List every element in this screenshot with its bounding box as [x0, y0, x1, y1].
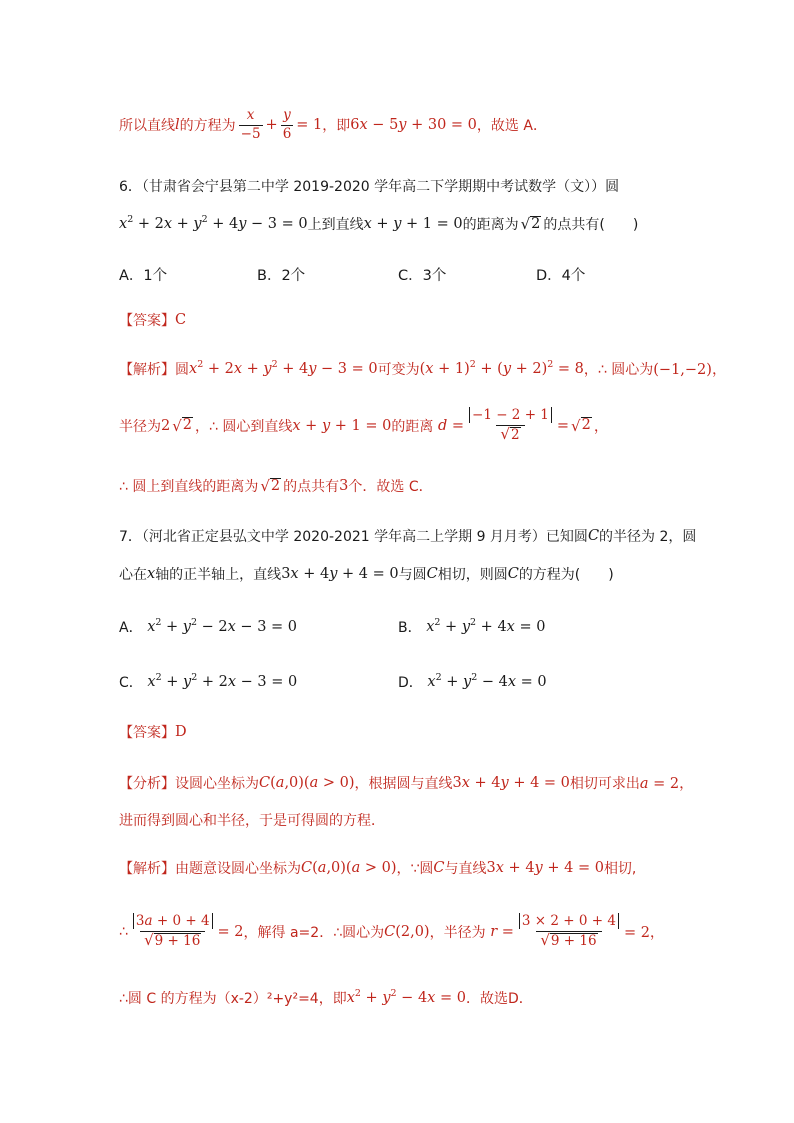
fraction-y-over-6: $\frac{y}{6}$ — [282, 107, 292, 142]
q7-stem-line-2: 心在 x 轴的正半轴上，直线 3x + 4y + 4 = 0 与圆 C 相切，则圆 C 的方程为( ) — [119, 566, 614, 583]
q6-analysis-line-3: ∴ 圆上到直线的距离为 √ 2 的点共有 3 个．故选 C． — [119, 477, 433, 496]
q6-option-d[interactable]: D．4个 — [536, 268, 586, 284]
fraction-x-over-neg5: $\frac{x}{-5}$ — [240, 107, 261, 142]
q6-answer-line — [119, 310, 186, 330]
distance-fraction-1: 3a + 0 + 4 √ 9 + 16 — [131, 914, 215, 950]
q6-stem-line-1: 6．（甘肃省会宁县第二中学 2019-2020 学年高二下学期期中考试数学（文））圆 — [119, 179, 620, 195]
q7-option-b[interactable]: B． $x^2 + y^2 + 4x = 0$ — [398, 617, 546, 636]
distance-fraction-2: 3 × 2 + 0 + 4 √ 9 + 16 — [517, 914, 621, 950]
q7-option-c[interactable]: C． $x^2 + y^2 + 2x - 3 = 0$ — [119, 672, 298, 691]
q7-jiexi-line-3: ∴圆 C 的方程为（x-2）²+y²=4，即 $x^2 + y^2 - 4x = 0$ ．故选D． — [119, 988, 533, 1007]
q7-jiexi-line-2: ∴ 3a + 0 + 4 √ 9 + 16 = 2 ，解得 a=2．∴圆心为 C(2,0) ，半径为 r = 3 × 2 + 0 + 4 √ 9 + 16 = 2， — [119, 913, 665, 950]
q6-option-b[interactable]: B．2个 — [257, 268, 306, 284]
q5-text-eq: 的方程为 — [179, 118, 236, 135]
q7-fenxi-line-2: 进而得到圆心和半径，于是可得圆的方程． — [119, 813, 385, 829]
q6-option-c[interactable]: C．3个 — [398, 268, 447, 284]
q5-conclusion-line: 所以直线 l 的方程为 $\frac{x}{-5}$ + $\frac{y}{6}$ = 1 ，即 6x − 5y + 30 = 0 ，故选 A． — [119, 107, 547, 142]
q6-analysis-line-1: 【解析】 圆 $x^2 + 2x + y^2 + 4y - 3 = 0$ 可变为 $(x + 1)^2 + (y + 2)^2 = 8$ ，∴ 圆心为 (−1,−2)， — [119, 358, 727, 378]
q7-answer-line: 【答案】 D — [119, 724, 187, 741]
q6-option-a[interactable]: A．1个 — [119, 268, 168, 284]
q6-answer: C — [175, 312, 187, 328]
answer-tag: 【答案】 — [119, 313, 175, 329]
q7-jiexi-line-1: 【解析】 由题意设圆心坐标为 C(a,0)(a > 0) ，∵圆 C 与直线 3x + 4y + 4 = 0 相切, — [119, 860, 637, 877]
q6-stem-line-2: $x^2 + 2x + y^2 + 4y - 3 = 0$ 上到直线 x + y + 1 = 0 的距离为 √ 2 的点共有( ) — [119, 214, 639, 234]
q7-stem-line-1: 7．（河北省正定县弘文中学 2020-2021 学年高二上学期 9 月月考）已知圆 C 的半径为 2，圆 — [119, 528, 697, 545]
q7-answer: D — [175, 724, 187, 740]
q6-analysis-line-2: 半径为 2 √ 2 ，∴ 圆心到直线 x + y + 1 = 0 的距离 d = −1 − 2 + 1 √ 2 = √ 2 ， — [119, 407, 609, 444]
q7-fenxi-line-1: 【分析】 设圆心坐标为 C(a,0)(a > 0) ，根据圆与直线 3x + 4y + 4 = 0 相切可求出 a = 2， — [119, 774, 694, 792]
sqrt-2: √ 2 — [520, 215, 541, 234]
q7-option-a[interactable]: A． $x^2 + y^2 - 2x - 3 = 0$ — [119, 617, 298, 636]
q7-option-d[interactable]: D． $x^2 + y^2 - 4x = 0$ — [398, 672, 547, 691]
distance-fraction: −1 − 2 + 1 √ 2 — [467, 408, 554, 444]
q5-text-lead: 所以直线 — [119, 118, 175, 135]
